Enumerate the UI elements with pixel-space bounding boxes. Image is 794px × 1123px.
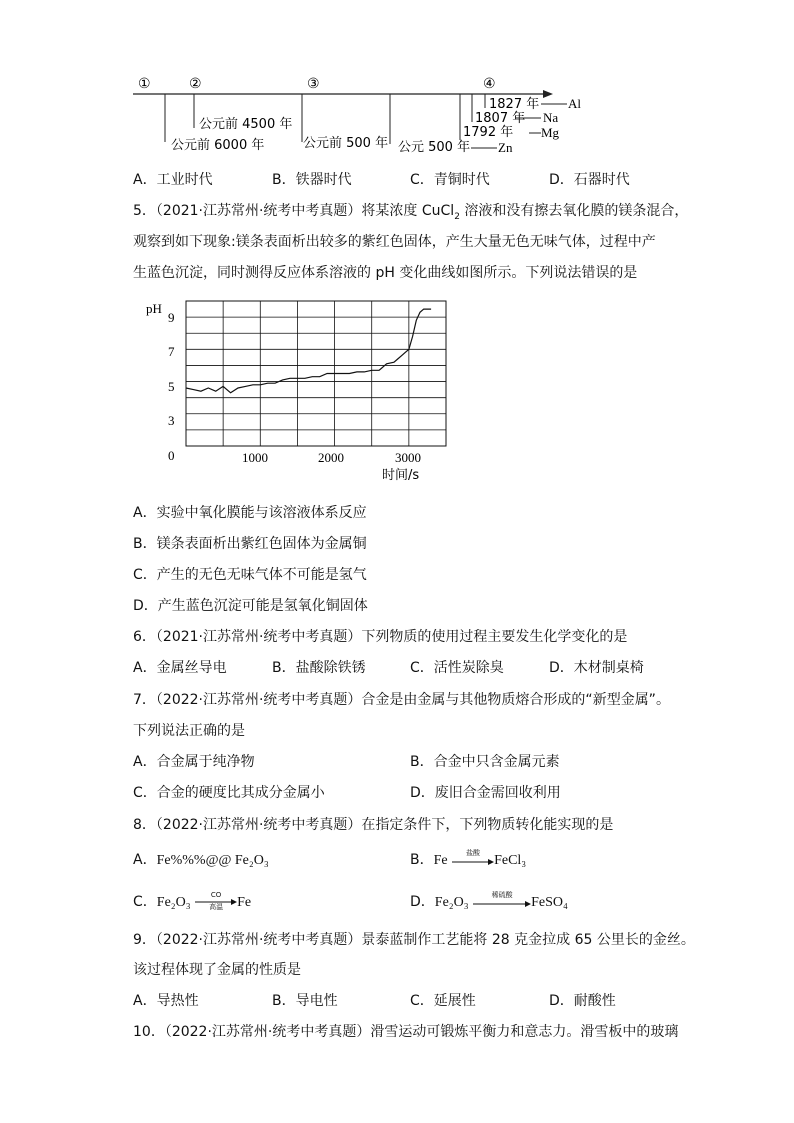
timeline-figure xyxy=(125,70,605,160)
timeline-marker-3: ③ xyxy=(307,77,320,92)
q8-option-c[interactable]: C．Fe₂O₃ CO 高温 Fe xyxy=(133,891,252,911)
q6-option-c[interactable]: C．活性炭除臭 xyxy=(410,660,504,676)
q6-option-a[interactable]: A．金属丝导电 xyxy=(133,660,227,676)
timeline-marker-2: ② xyxy=(189,77,202,92)
element-mg: Mg xyxy=(541,125,560,140)
timeline-label-bc4500: 公元前 4500 年 xyxy=(199,117,293,132)
q9-stem-line2: 该过程体现了金属的性质是 xyxy=(133,962,301,978)
q9-option-b[interactable]: B．导电性 xyxy=(272,993,338,1009)
q5-stem-line3: 生蓝色沉淀，同时测得反应体系溶液的 pH 变化曲线如图所示。下列说法错误的是 xyxy=(133,265,638,281)
q5-option-a[interactable]: A．实验中氧化膜能与该溶液体系反应 xyxy=(133,505,367,521)
q7-stem-line2: 下列说法正确的是 xyxy=(133,723,245,739)
q6-stem: 6．（2021·江苏常州·统考中考真题）下列物质的使用过程主要发生化学变化的是 xyxy=(133,629,628,645)
arrow-icon: CO 高温 xyxy=(195,893,237,911)
q8-option-b[interactable]: B．Fe 盐酸 FeCl₃ xyxy=(410,849,527,868)
ph-ylabel: pH xyxy=(146,301,162,316)
timeline-label-bc6000: 公元前 6000 年 xyxy=(171,138,265,153)
timeline-label-1792: 1792 年 xyxy=(463,125,514,140)
ph-chart xyxy=(140,298,460,488)
arrow-icon: 盐酸 xyxy=(452,853,494,867)
timeline-label-1827: 1827 年 xyxy=(489,97,540,112)
arrow-icon: 稀硫酸 xyxy=(473,895,531,909)
element-na: Na xyxy=(543,110,559,125)
y-tick-3: 3 xyxy=(168,413,175,428)
ph-xlabel: 时间/s xyxy=(382,468,420,483)
y-tick-9: 9 xyxy=(168,310,175,325)
q7-option-c[interactable]: C．合金的硬度比其成分金属小 xyxy=(133,785,325,801)
q9-stem-line1: 9．（2022·江苏常州·统考中考真题）景泰蓝制作工艺能将 28 克金拉成 65 公里长的金丝。 xyxy=(133,932,695,948)
q4-option-a[interactable]: A．工业时代 xyxy=(133,172,213,188)
y-tick-5: 5 xyxy=(168,379,175,394)
x-tick-0: 0 xyxy=(168,448,175,463)
q5-option-c[interactable]: C．产生的无色无味气体不可能是氢气 xyxy=(133,567,367,583)
q4-option-d[interactable]: D．石器时代 xyxy=(549,172,630,188)
q7-option-b[interactable]: B．合金中只含金属元素 xyxy=(410,754,560,770)
element-al: Al xyxy=(568,96,581,111)
q6-option-b[interactable]: B．盐酸除铁锈 xyxy=(272,660,366,676)
element-zn: Zn xyxy=(498,140,513,155)
q5-stem-line2: 观察到如下现象:镁条表面析出较多的紫红色固体，产生大量无色无味气体，过程中产 xyxy=(133,234,656,250)
q9-option-a[interactable]: A．导热性 xyxy=(133,993,199,1009)
x-tick-2000: 2000 xyxy=(318,450,344,465)
x-tick-3000: 3000 xyxy=(395,450,421,465)
q10-stem: 10．（2022·江苏常州·统考中考真题）滑雪运动可锻炼平衡力和意志力。滑雪板中的玻璃 xyxy=(133,1024,679,1040)
x-tick-1000: 1000 xyxy=(242,450,268,465)
timeline-marker-1: ① xyxy=(138,77,151,92)
y-tick-7: 7 xyxy=(168,344,175,359)
timeline-label-ad500: 公元 500 年 xyxy=(398,140,471,155)
q8-stem: 8．（2022·江苏常州·统考中考真题）在指定条件下，下列物质转化能实现的是 xyxy=(133,817,614,833)
timeline-marker-4: ④ xyxy=(483,77,496,92)
q8-option-a[interactable]: A．Fe%%%@@ Fe₂O₃ xyxy=(133,852,269,868)
q5-stem-line1: 5．（2021·江苏常州·统考中考真题）将某浓度 CuCl$_2$ 溶液和没有擦去氧化膜的镁条混合， xyxy=(133,203,689,222)
q7-stem-line1: 7．（2022·江苏常州·统考中考真题）合金是由金属与其他物质熔合形成的“新型金属”。 xyxy=(133,692,670,708)
q9-option-d[interactable]: D．耐酸性 xyxy=(549,993,616,1009)
chart-frame xyxy=(186,301,446,446)
q5-option-b[interactable]: B．镁条表面析出紫红色固体为金属铜 xyxy=(133,536,367,552)
q9-option-c[interactable]: C．延展性 xyxy=(410,993,476,1009)
q8-option-d[interactable]: D．Fe₂O₃ 稀硫酸 FeSO₄ xyxy=(410,891,568,910)
timeline-label-1807: 1807 年 xyxy=(475,111,526,126)
q4-option-c[interactable]: C．青铜时代 xyxy=(410,172,490,188)
q7-option-d[interactable]: D．废旧合金需回收利用 xyxy=(410,785,561,801)
timeline-label-bc500: 公元前 500 年 xyxy=(303,136,389,151)
q5-option-d[interactable]: D．产生蓝色沉淀可能是氢氧化铜固体 xyxy=(133,598,368,614)
q6-option-d[interactable]: D．木材制桌椅 xyxy=(549,660,644,676)
q4-option-b[interactable]: B．铁器时代 xyxy=(272,172,352,188)
q7-option-a[interactable]: A．合金属于纯净物 xyxy=(133,754,255,770)
